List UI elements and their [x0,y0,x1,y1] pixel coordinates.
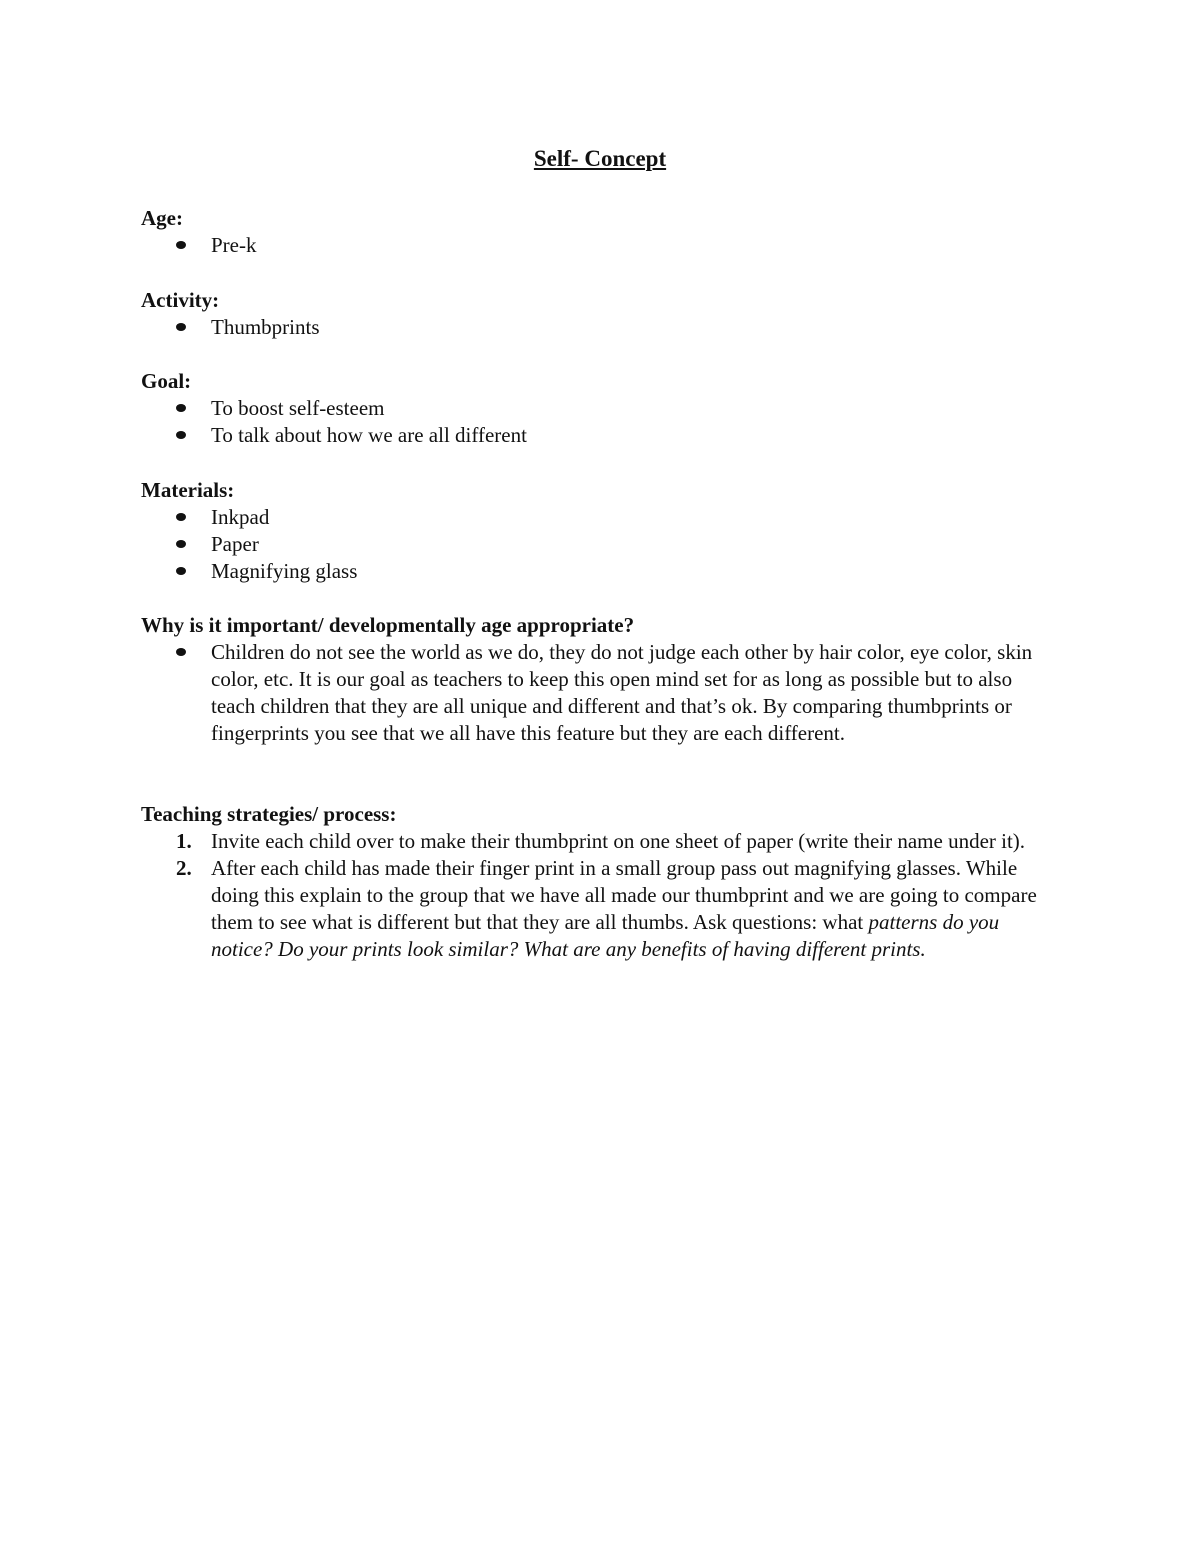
goal-list [141,395,1061,449]
step-italic-questions: patterns do you notice? Do your prints look similar? What are any benefits of having different prints. [211,910,1000,961]
materials-heading: Materials: [141,478,235,502]
step-text: After each child has made their finger print in a small group pass out magnifying glasses. While doing this explain to the group that we have all made our thumbprint and we are going to compare them to see what is different but that they are all thumbs. Ask questions: what [211,856,1037,934]
list-item [141,232,1061,259]
bullet-icon [176,323,186,331]
age-list [141,232,1061,259]
teaching-section [141,801,1061,963]
list-item [141,314,1061,341]
list-item [141,422,1061,449]
goal-heading: Goal: [141,369,192,393]
page-title: Self- Concept [533,146,667,171]
materials-section [141,477,1061,585]
age-section [141,205,1061,259]
why-heading: Why is it important/ developmentally age appropriate? [141,613,635,637]
list-item [141,531,1061,558]
list-item [141,558,1061,585]
bullet-icon [176,567,186,575]
list-item-text: Inkpad [211,505,270,529]
goal-section [141,368,1061,449]
bullet-icon [176,404,186,412]
step-number: 2. [176,856,192,880]
list-item-text: Magnifying glass [211,559,358,583]
teaching-heading: Teaching strategies/ process: [141,802,397,826]
bullet-icon [176,513,186,521]
activity-heading: Activity: [141,288,220,312]
step-item [141,828,1061,855]
materials-list [141,504,1061,585]
step-number: 1. [176,829,192,853]
list-item [141,504,1061,531]
list-item [141,395,1061,422]
step-item [141,855,1061,963]
list-item [141,639,1061,747]
step-text: Invite each child over to make their thumbprint on one sheet of paper (write their name under it). [211,829,1026,853]
why-list [141,639,1061,747]
activity-section [141,287,1061,341]
bullet-icon [176,241,186,249]
list-item-text: Children do not see the world as we do, they do not judge each other by hair color, eye color, skin color, etc. It is our goal as teachers to keep this open mind set for as long as possible but to also teach children that they are all unique and different and that’s ok. By comparing thumbprints or fingerprints you see that we all have this feature but they are each different. [211,640,1033,745]
bullet-icon [176,431,186,439]
age-heading: Age: [141,206,183,230]
list-item-text: Thumbprints [211,315,320,339]
bullet-icon [176,540,186,548]
activity-list [141,314,1061,341]
bullet-icon [176,648,186,656]
list-item-text: To talk about how we are all different [211,423,527,447]
teaching-steps [141,828,1061,963]
list-item-text: Paper [211,532,259,556]
list-item-text: To boost self-esteem [211,396,385,420]
list-item-text: Pre-k [211,233,257,257]
why-section [141,612,1061,747]
